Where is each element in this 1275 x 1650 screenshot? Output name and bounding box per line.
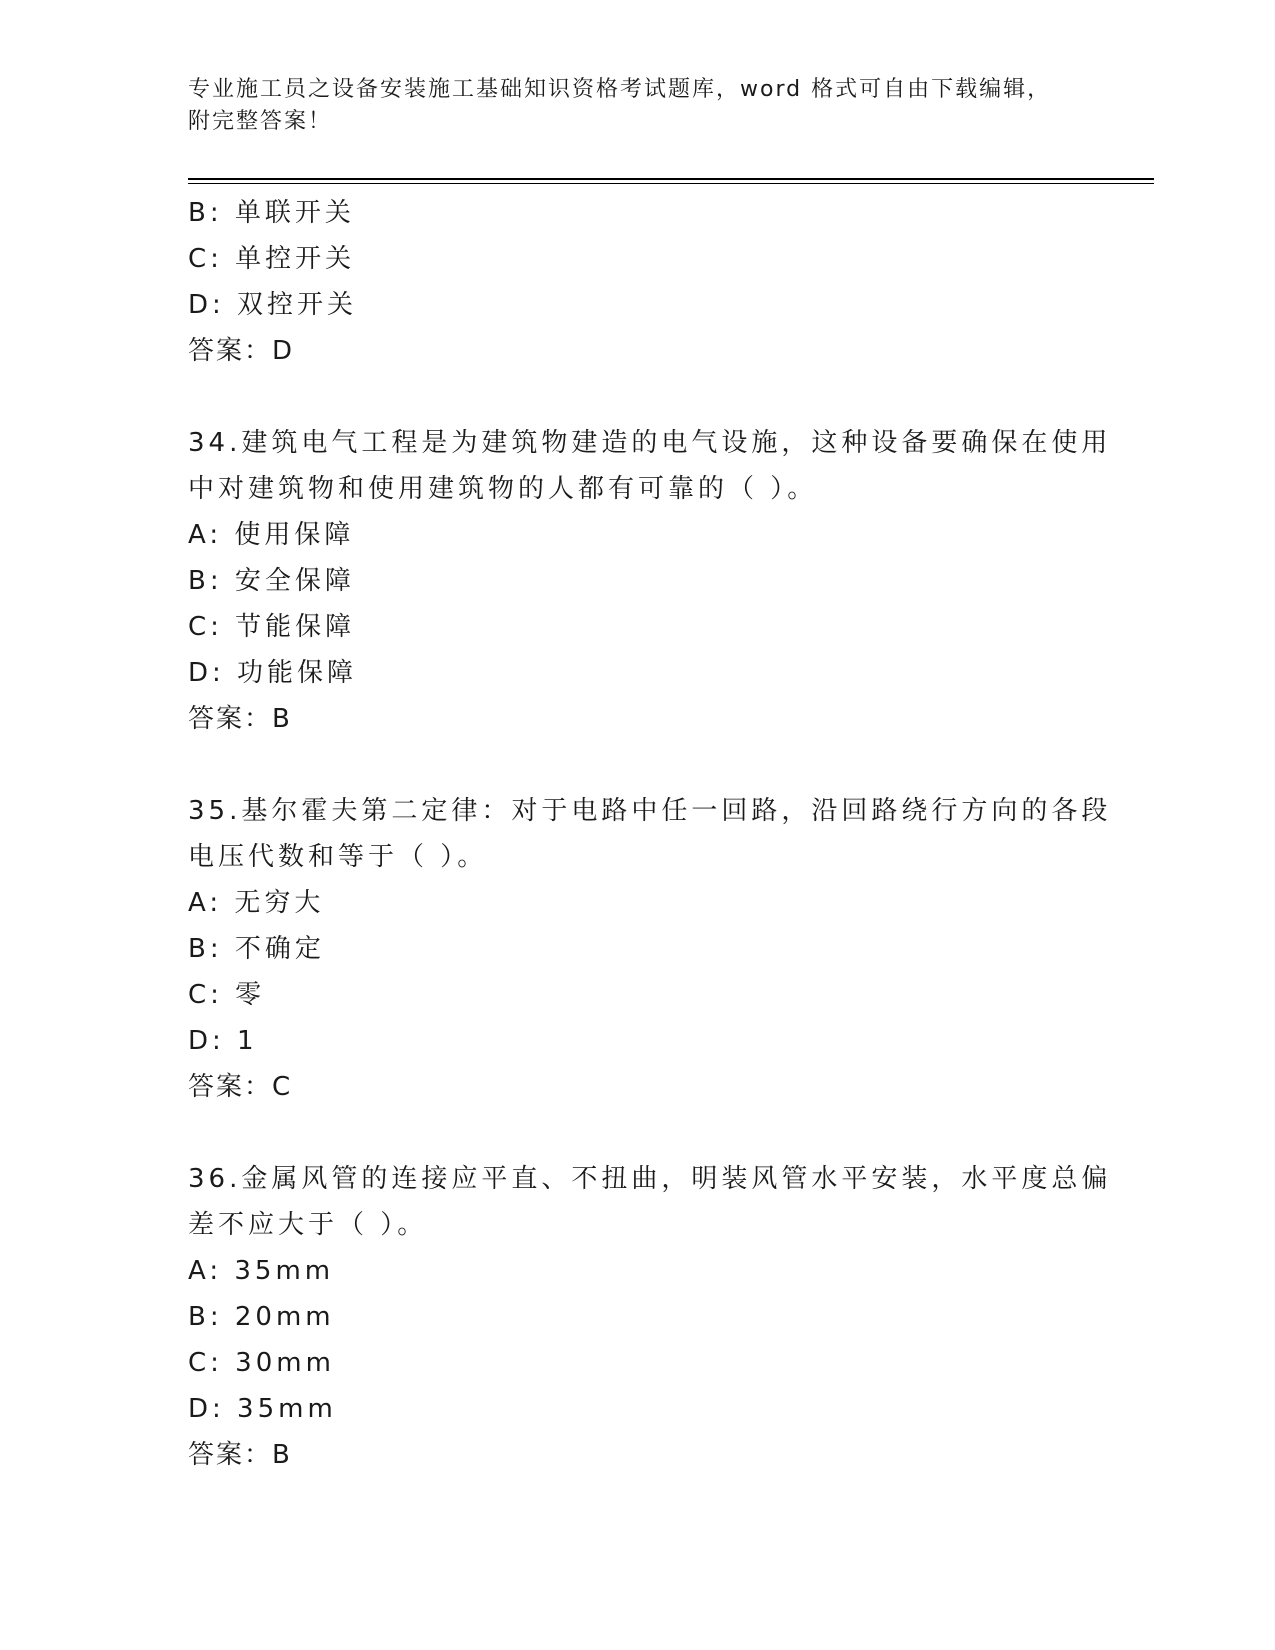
option-d: D: 1 bbox=[188, 1026, 258, 1056]
spacer bbox=[188, 374, 1088, 420]
question-stem-continued: 中对建筑物和使用建筑物的人都有可靠的（ ）。 bbox=[188, 474, 818, 504]
header-divider-thick bbox=[188, 178, 1154, 180]
question-content bbox=[188, 190, 1112, 1478]
option-a: A: 使用保障 bbox=[188, 520, 355, 550]
option-b: B: 安全保障 bbox=[188, 566, 355, 596]
question-stem: 35.基尔霍夫第二定律：对于电路中任一回路，沿回路绕行方向的各段 bbox=[188, 796, 1112, 826]
option-d: D: 35mm bbox=[188, 1394, 337, 1424]
spacer bbox=[188, 742, 1088, 788]
option-a: A: 无穷大 bbox=[188, 888, 325, 918]
question-35 bbox=[188, 788, 1112, 1110]
option-c: C: 30mm bbox=[188, 1348, 335, 1378]
question-stem: 34.建筑电气工程是为建筑物建造的电气设施，这种设备要确保在使用 bbox=[188, 428, 1112, 458]
document-header bbox=[188, 74, 1088, 138]
header-line-1: 专业施工员之设备安装施工基础知识资格考试题库，word 格式可自由下载编辑， bbox=[188, 77, 1052, 102]
answer: 答案：B bbox=[188, 1440, 292, 1470]
option-d: D: 功能保障 bbox=[188, 658, 358, 688]
option-c: C: 零 bbox=[188, 980, 266, 1010]
option-b: B: 20mm bbox=[188, 1302, 335, 1332]
option-c: C: 节能保障 bbox=[188, 612, 356, 642]
option-c: C: 单控开关 bbox=[188, 244, 356, 274]
question-36 bbox=[188, 1156, 1112, 1478]
question-stem: 36.金属风管的连接应平直、不扭曲，明装风管水平安装，水平度总偏 bbox=[188, 1164, 1112, 1194]
option-a: A: 35mm bbox=[188, 1256, 335, 1286]
question-stem-continued: 差不应大于（ ）。 bbox=[188, 1210, 428, 1240]
question-34 bbox=[188, 420, 1112, 742]
option-b: B: 不确定 bbox=[188, 934, 325, 964]
answer: 答案：C bbox=[188, 1072, 293, 1102]
question-stem-continued: 电压代数和等于（ ）。 bbox=[188, 842, 488, 872]
option-d: D: 双控开关 bbox=[188, 290, 358, 320]
header-divider-thin bbox=[188, 183, 1154, 184]
answer: 答案：B bbox=[188, 704, 292, 734]
answer: 答案：D bbox=[188, 336, 295, 366]
header-line-2: 附完整答案！ bbox=[188, 109, 333, 134]
option-b: B: 单联开关 bbox=[188, 198, 355, 228]
question-33-tail bbox=[188, 190, 1088, 374]
spacer bbox=[188, 1110, 1088, 1156]
